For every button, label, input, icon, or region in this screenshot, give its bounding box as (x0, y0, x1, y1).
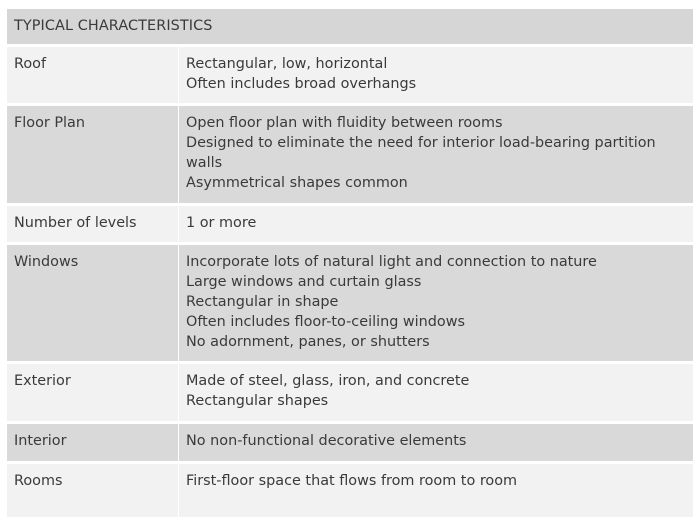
row-value (179, 464, 693, 517)
row-value (179, 245, 693, 361)
table-row-floor-plan (7, 106, 693, 202)
row-value (179, 364, 693, 421)
value-line: 1 or more (186, 214, 257, 231)
table-title: TYPICAL CHARACTERISTICS (7, 9, 693, 44)
value-line: No adornment, panes, or shutters (186, 333, 430, 350)
table-row-exterior (7, 364, 693, 421)
row-label: Number of levels (7, 206, 179, 243)
value-line: Rectangular shapes (186, 393, 329, 410)
row-label: Roof (7, 47, 179, 104)
table-row-number-of-levels (7, 206, 693, 243)
characteristics-table (7, 6, 693, 520)
table-row-rooms (7, 464, 693, 517)
value-line: Designed to eliminate the need for interior load-bearing partition walls (186, 135, 656, 171)
value-line: Asymmetrical shapes common (186, 174, 408, 191)
row-label: Rooms (7, 464, 179, 517)
value-line: First-floor space that flows from room to room (186, 472, 518, 489)
row-value (179, 424, 693, 461)
value-line: Rectangular, low, horizontal (186, 55, 388, 72)
table-row-interior (7, 424, 693, 461)
value-line: Open floor plan with fluidity between rooms (186, 115, 503, 132)
row-value (179, 206, 693, 243)
value-line: Often includes broad overhangs (186, 75, 417, 92)
value-line: Large windows and curtain glass (186, 274, 422, 291)
table-row-roof (7, 47, 693, 104)
value-line: Often includes floor-to-ceiling windows (186, 313, 465, 330)
row-label: Exterior (7, 364, 179, 421)
row-value (179, 106, 693, 202)
value-line: Made of steel, glass, iron, and concrete (186, 373, 470, 390)
row-label: Floor Plan (7, 106, 179, 202)
value-line: Incorporate lots of natural light and connection to nature (186, 254, 597, 271)
table-row-windows (7, 245, 693, 361)
row-label: Windows (7, 245, 179, 361)
row-value (179, 47, 693, 104)
table-header-row (7, 9, 693, 44)
characteristics-table-wrapper (7, 9, 693, 520)
value-line: No non-functional decorative elements (186, 432, 467, 449)
row-label: Interior (7, 424, 179, 461)
value-line: Rectangular in shape (186, 293, 339, 310)
